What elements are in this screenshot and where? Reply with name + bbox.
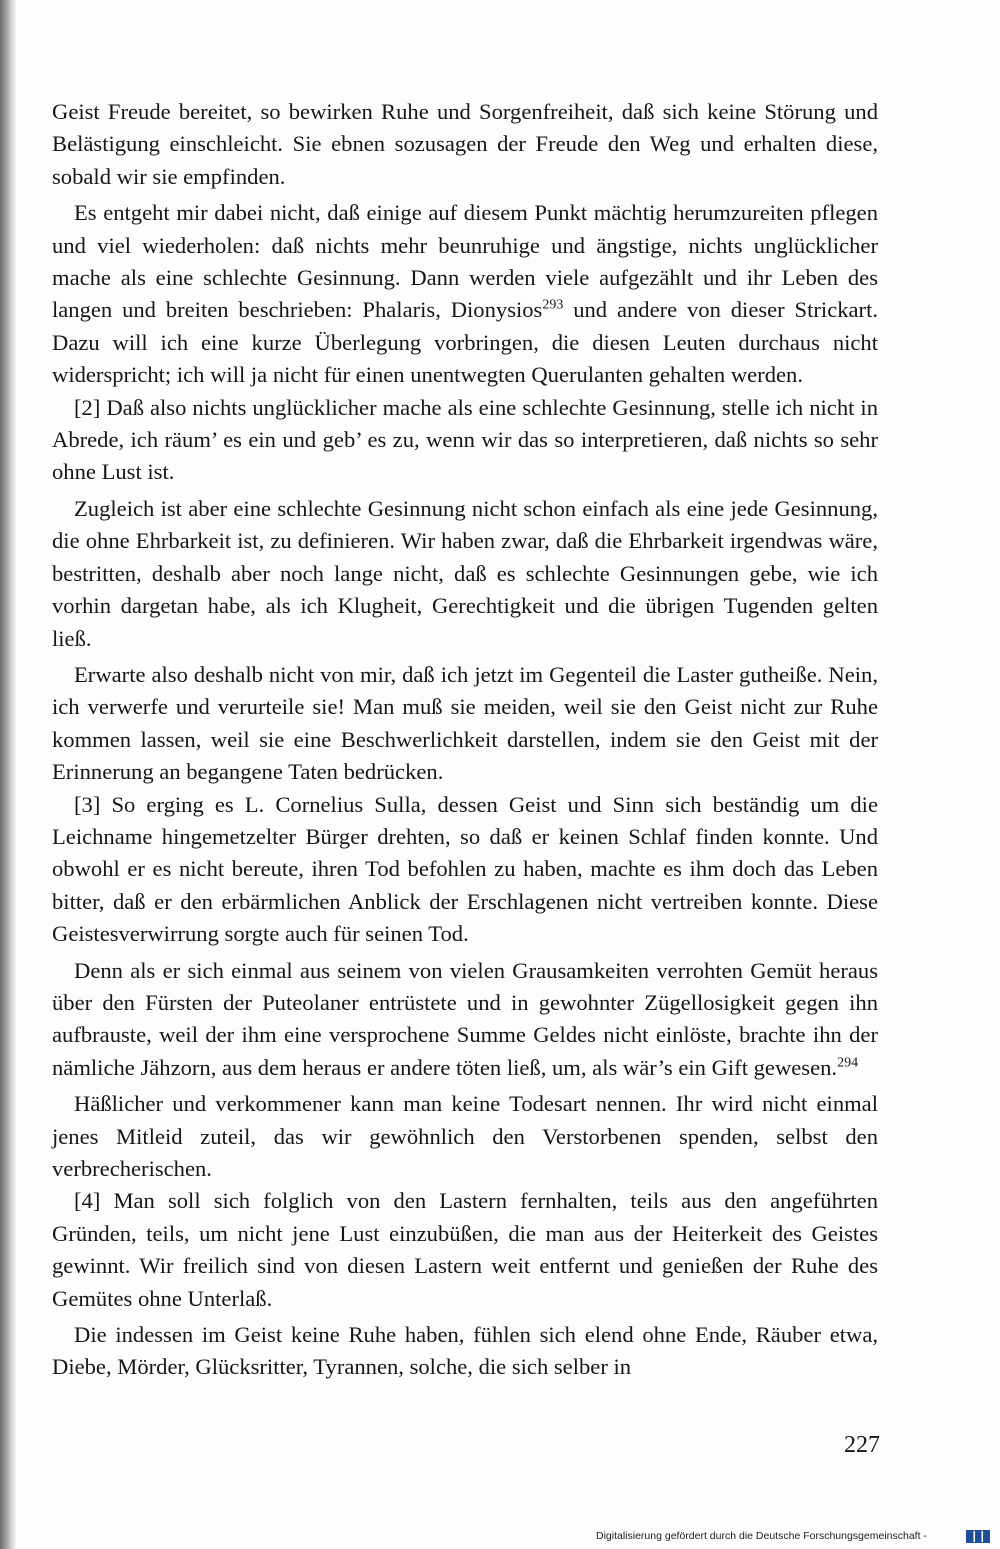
paragraph-9: [4] Man soll sich folglich von den Lastern fernhalten, teils aus den angeführten Gründen, teils, um nicht jene Lust einzubüßen, die man aus der Heiterkeit des Geistes gewinnt. Wir freilich sind von diesen Lastern weit entfernt und genießen der Ruhe des Gemütes ohne Unterlaß. bbox=[52, 1188, 878, 1311]
book-spine-shadow bbox=[0, 0, 16, 1549]
page-number: 227 bbox=[844, 1432, 880, 1458]
paragraph-8: Häßlicher und verkommener kann man keine Todesart nennen. Ihr wird nicht einmal jenes Mitleid zuteil, das wir gewöhnlich den Verstorbenen spenden, selbst den verbrecherischen. bbox=[52, 1091, 878, 1181]
paragraph-10: Die indessen im Geist keine Ruhe haben, fühlen sich elend ohne Ende, Räuber etwa, Diebe, Mörder, Glücksritter, Tyrannen, solche, die sich selber in bbox=[52, 1322, 878, 1380]
footnote-marker-293: 293 bbox=[542, 297, 564, 313]
footnote-marker-294: 294 bbox=[837, 1055, 859, 1071]
paragraph-5: Erwarte also deshalb nicht von mir, daß ich jetzt im Gegenteil die Laster gutheiße. Nein, ich verwerfe und verurteile sie! Man muß sie meiden, weil sie den Geist nicht zur Ruhe kommen lassen, weil sie eine Beschwerlichkeit darstellen, indem sie den Geist mit der Erinnerung an begangene Taten bedrücken. bbox=[52, 661, 878, 785]
paragraph-7: Denn als er sich einmal aus seinem von vielen Grausamkeiten verrohten Gemüt heraus über den Fürsten der Puteolaner entrüstete und in gewohnter Zügellosigkeit gegen ihn aufbrauste, weil der ihm eine versprochene Summe Geldes nicht einlöste, brachte ihn der nämliche Jähzorn, aus dem heraus er andere töten ließ, um, als wär’s ein Gift gewesen.$^{294}$ bbox=[52, 957, 878, 1080]
dfg-logo-icon bbox=[966, 1530, 990, 1543]
paragraph-6: [3] So erging es L. Cornelius Sulla, dessen Geist und Sinn sich beständig um die Leichname hingemetzelter Bürger drehten, so daß er keinen Schlaf finden konnte. Und obwohl er es nicht bereute, ihren Tod befohlen zu haben, machte es ihm doch das Leben bitter, daß er den erbärmlichen Anblick der Erschlagenen nicht vertreiben konnte. Diese Geistesverwirrung sorgte auch für seinen Tod. bbox=[52, 791, 878, 947]
funding-note: Digitalisierung gefördert durch die Deutsche Forschungsgemeinschaft - bbox=[596, 1530, 927, 1542]
paragraph-2: Es entgeht mir dabei nicht, daß einige auf diesem Punkt mächtig herumzureiten pflegen und viel wiederholen: daß nichts mehr beunruhige und ängstige, nichts unglücklicher mache als eine schlechte Gesinnung. Dann werden viele aufgezählt und ihr Leben des langen und breiten beschrieben: Phalaris, Dionysios$^{293}$ und andere von dieser Strickart. Dazu will ich eine kurze Überlegung vorbringen, die diesen Leuten durchaus nicht widerspricht; ich will ja nicht für einen unentwegten Querulanten gehalten werden. bbox=[52, 200, 878, 388]
paragraph-1: Geist Freude bereitet, so bewirken Ruhe und Sorgenfreiheit, daß sich keine Störung und Belästigung einschleicht. Sie ebnen sozusagen der Freude den Weg und erhalten diese, sobald wir sie empfinden. bbox=[52, 99, 878, 189]
paragraph-4: Zugleich ist aber eine schlechte Gesinnung nicht schon einfach als eine jede Gesinnung, die ohne Ehrbarkeit ist, zu definieren. Wir haben zwar, daß die Ehrbarkeit irgendwas wäre, bestritten, deshalb aber noch lange nicht, daß es schlechte Gesinnungen gebe, wie ich vorhin dargetan habe, als ich Klugheit, Gerechtigkeit und die übrigen Tugenden gelten ließ. bbox=[52, 495, 878, 651]
paragraph-3: [2] Daß also nichts unglücklicher mache als eine schlechte Gesinnung, stelle ich nicht in Abrede, ich räum’ es ein und geb’ es zu, wenn wir das so interpretieren, daß nichts so sehr ohne Lust ist. bbox=[52, 394, 878, 485]
body-text bbox=[52, 96, 878, 1384]
